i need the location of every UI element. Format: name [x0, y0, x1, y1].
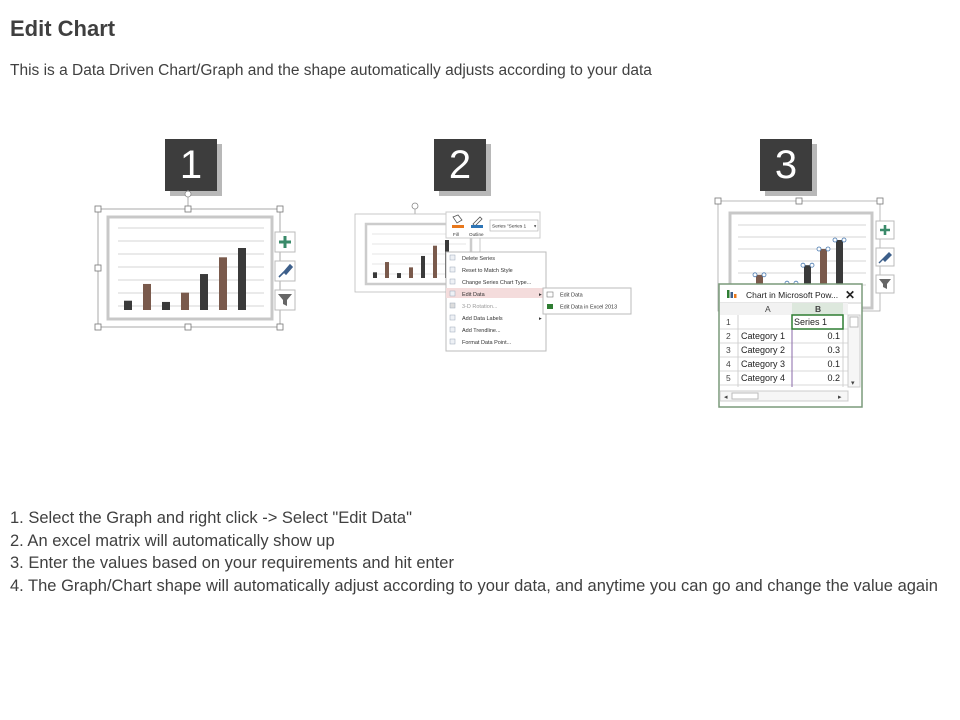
submenu-item-edit-in-excel[interactable]: Edit Data in Excel 2013	[560, 304, 618, 311]
outline-label: Outline	[469, 232, 484, 237]
selected-chart-panel[interactable]	[90, 188, 310, 333]
menu-highlight	[446, 288, 546, 298]
chart-bar[interactable]	[409, 267, 413, 278]
submenu-item-edit-data[interactable]: Edit Data	[560, 292, 583, 299]
menu-item-icon	[450, 267, 455, 272]
resize-handle[interactable]	[95, 206, 101, 212]
data-point-marker	[762, 273, 766, 277]
data-point-marker	[826, 247, 830, 251]
excel-icon	[547, 304, 553, 309]
submenu	[543, 288, 631, 314]
scroll-left-icon[interactable]: ◂	[724, 394, 728, 401]
data-point-marker	[817, 247, 821, 251]
menu-item-icon	[450, 315, 455, 320]
instruction-step-3: 3. Enter the values based on your requirements and hit enter	[10, 554, 454, 572]
data-point-marker	[810, 263, 814, 267]
submenu-arrow-icon: ▸	[539, 316, 542, 322]
menu-item-icon	[450, 327, 455, 332]
chart-elements-button[interactable]	[876, 221, 894, 239]
chart-bar[interactable]	[124, 301, 132, 310]
menu-item-icon	[450, 255, 455, 260]
cell-b[interactable]: 0.1	[827, 359, 840, 369]
excel-window	[719, 284, 862, 407]
resize-handle[interactable]	[877, 198, 883, 204]
fill-label: Fill	[453, 232, 459, 237]
menu-item-icon	[450, 303, 455, 308]
chart-styles-button[interactable]	[275, 261, 295, 281]
context-menu-item[interactable]: Delete Series	[462, 256, 496, 262]
context-menu-item[interactable]: Reset to Match Style	[462, 268, 513, 274]
data-point-marker	[801, 263, 805, 267]
data-point-marker	[833, 238, 837, 242]
close-icon[interactable]: ✕	[845, 288, 856, 302]
row-number[interactable]: 5	[726, 373, 731, 383]
context-menu-item: 3-D Rotation...	[462, 304, 498, 310]
instruction-step-4: 4. The Graph/Chart shape will automatically adjust according to your data, and anytime you can go and change the value again	[10, 576, 938, 595]
cell-a[interactable]: Category 2	[741, 345, 786, 355]
chart-bar[interactable]	[421, 256, 425, 278]
resize-handle[interactable]	[185, 324, 191, 330]
chart-bar[interactable]	[238, 248, 246, 310]
resize-handle[interactable]	[796, 198, 802, 204]
chart-bar[interactable]	[143, 284, 151, 310]
context-menu-item[interactable]: Format Data Point...	[462, 340, 512, 346]
cell-a[interactable]: Category 1	[741, 331, 786, 341]
context-menu-item[interactable]: Add Data Labels	[462, 316, 503, 322]
row-number[interactable]: 2	[726, 331, 731, 341]
submenu-arrow-icon: ▸	[539, 292, 542, 298]
rotate-handle-icon[interactable]	[412, 203, 418, 209]
chart-plot-area	[108, 217, 272, 319]
cell-b[interactable]: 0.1	[827, 331, 840, 341]
column-header-b[interactable]: B	[815, 304, 822, 314]
chart-filters-button[interactable]	[275, 290, 295, 310]
context-menu-item[interactable]: Edit Data	[462, 292, 485, 298]
step-badge-3: 3	[760, 139, 812, 191]
resize-handle[interactable]	[277, 324, 283, 330]
chart-bar[interactable]	[200, 274, 208, 310]
page-title: Edit Chart	[10, 16, 116, 41]
chart-bar[interactable]	[433, 246, 437, 278]
menu-item-icon	[450, 279, 455, 284]
excel-window-title: Chart in Microsoft Pow...	[746, 290, 839, 300]
cell-b[interactable]: 0.3	[827, 345, 840, 355]
chevron-down-icon: ▾	[534, 223, 537, 229]
instructions-list	[10, 507, 940, 597]
cell-b[interactable]: Series 1	[794, 317, 828, 327]
context-menu-item[interactable]: Add Trendline...	[462, 328, 501, 334]
page-subtitle: This is a Data Driven Chart/Graph and the shape automatically adjusts according to your data	[10, 62, 652, 79]
rotate-handle-icon[interactable]	[185, 191, 191, 197]
mini-toolbar	[446, 212, 540, 238]
chart-elements-button[interactable]	[275, 232, 295, 252]
instruction-step-2: 2. An excel matrix will automatically show up	[10, 531, 335, 550]
data-point-marker	[842, 238, 846, 242]
resize-handle[interactable]	[277, 206, 283, 212]
menu-item-icon	[450, 291, 455, 296]
column-header-a[interactable]: A	[765, 304, 771, 314]
table-icon	[547, 292, 553, 297]
context-menu-panel[interactable]	[350, 198, 640, 353]
scroll-right-icon[interactable]: ▸	[838, 394, 842, 401]
chart-filters-button[interactable]	[876, 275, 894, 293]
row-number[interactable]: 1	[726, 317, 731, 327]
instruction-step-1: 1. Select the Graph and right click -> Select "Edit Data"	[10, 509, 412, 527]
scroll-down-icon[interactable]: ▾	[851, 380, 855, 387]
chart-bar[interactable]	[373, 272, 377, 278]
chart-bar[interactable]	[162, 302, 170, 310]
excel-data-panel[interactable]	[710, 195, 900, 410]
row-number[interactable]: 3	[726, 345, 731, 355]
step-badge-1: 1	[165, 139, 217, 191]
context-menu-item[interactable]: Change Series Chart Type...	[462, 280, 532, 286]
chart-styles-button[interactable]	[876, 248, 894, 266]
data-point-marker	[753, 273, 757, 277]
series-select[interactable]	[490, 220, 538, 231]
series-select-value: Series "Series 1	[492, 224, 527, 230]
context-menu	[446, 252, 546, 351]
chart-bar[interactable]	[181, 293, 189, 310]
cell-a[interactable]: Category 3	[741, 359, 786, 369]
chart-bar[interactable]	[397, 273, 401, 278]
cell-b[interactable]: 0.2	[827, 373, 840, 383]
resize-handle[interactable]	[95, 265, 101, 271]
row-number[interactable]: 4	[726, 359, 731, 369]
resize-handle[interactable]	[185, 206, 191, 212]
chart-bar[interactable]	[385, 262, 389, 278]
step-badge-2: 2	[434, 139, 486, 191]
chart-bar[interactable]	[219, 257, 227, 310]
cell-a[interactable]: Category 4	[741, 373, 786, 383]
resize-handle[interactable]	[95, 324, 101, 330]
resize-handle[interactable]	[715, 198, 721, 204]
menu-item-icon	[450, 339, 455, 344]
